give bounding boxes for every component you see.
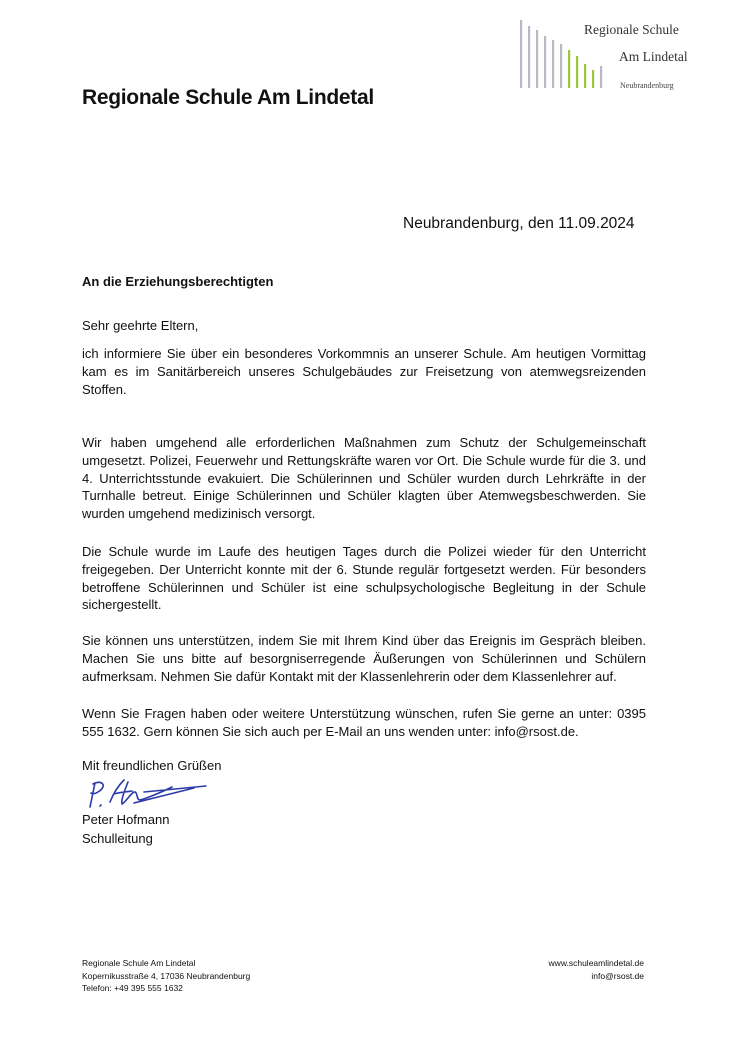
- school-logo: [512, 18, 702, 94]
- logo-bar-8: [576, 56, 578, 88]
- closing: Mit freundlichen Grüßen: [82, 758, 222, 773]
- logo-line-1: Regionale Schule: [584, 22, 679, 37]
- logo-bar-4: [544, 36, 546, 88]
- letter-date: Neubrandenburg, den 11.09.2024: [403, 215, 635, 232]
- logo-bar-10: [592, 70, 594, 88]
- letterhead-title: Regionale Schule Am Lindetal: [82, 86, 374, 109]
- handwritten-signature-icon: [84, 776, 214, 812]
- salutation: Sehr geehrte Eltern,: [82, 318, 199, 333]
- body-paragraph-3: Die Schule wurde im Laufe des heutigen Tages durch die Polizei wieder für den Unterricht freigegeben. Der Unterricht konnte mit der 6. Stunde regulär fortgesetzt werden. Für besonders betroffene Schülerinnen und Schüler ist eine schulpsychologische Begleitung in der Schule sichergestellt.: [82, 544, 646, 613]
- footer-address: [82, 957, 250, 995]
- footer-contact: [549, 957, 644, 982]
- footer-school-name: Regionale Schule Am Lindetal: [82, 958, 196, 968]
- logo-bar-6: [560, 44, 562, 88]
- logo-bar-1: [520, 20, 522, 88]
- signer-name: Peter Hofmann: [82, 812, 170, 827]
- signer-role: Schulleitung: [82, 831, 153, 846]
- logo-line-3: Neubrandenburg: [620, 81, 674, 90]
- body-paragraph-5: Wenn Sie Fragen haben oder weitere Unterstützung wünschen, rufen Sie gerne an unter: 0395 555 1632. Gern können Sie sich auch per E-Mail an uns wenden unter: info@rsost.de.: [82, 706, 646, 739]
- body-paragraph-4: Sie können uns unterstützen, indem Sie mit Ihrem Kind über das Ereignis im Gespräch bleiben. Machen Sie uns bitte auf besorgniserregende Äußerungen von Schülerinnen und Schülern aufmerksam. Nehmen Sie dafür Kontakt mit der Klassenlehrerin oder dem Klassenlehrer auf.: [82, 633, 646, 684]
- logo-bar-2: [528, 26, 530, 88]
- footer-phone: Telefon: +49 395 555 1632: [82, 983, 183, 993]
- footer-street: Kopernikusstraße 4, 17036 Neubrandenburg: [82, 970, 251, 981]
- logo-line-2: Am Lindetal: [619, 49, 688, 64]
- footer-email-link[interactable]: info@rsost.de: [591, 970, 644, 981]
- logo-bar-7: [568, 50, 570, 88]
- logo-bar-9: [584, 64, 586, 88]
- logo-bar-5: [552, 40, 554, 88]
- body-paragraph-2: Wir haben umgehend alle erforderlichen Maßnahmen zum Schutz der Schulgemeinschaft umgesetzt. Polizei, Feuerwehr und Rettungskräfte waren vor Ort. Die Schule wurde für die 3. und 4. Unterrichtsstunde evakuiert. Die Schülerinnen und Schüler wurden durch Lehrkräfte in der Turnhalle betreut. Einige Schülerinnen und Schüler klagten über Atemwegsbeschwerden. Sie wurden umgehend medizinisch versorgt.: [82, 435, 646, 522]
- footer-website-link[interactable]: www.schuleamlindetal.de: [548, 958, 644, 968]
- logo-bar-11: [600, 66, 602, 88]
- body-paragraph-1: ich informiere Sie über ein besonderes Vorkommnis an unserer Schule. Am heutigen Vormittag kam es im Sanitärbereich unseres Schulgebäudes zur Freisetzung von atemwegsreizenden Stoffen.: [82, 346, 646, 397]
- logo-bar-3: [536, 30, 538, 88]
- recipient-line: An die Erziehungsberechtigten: [82, 274, 274, 289]
